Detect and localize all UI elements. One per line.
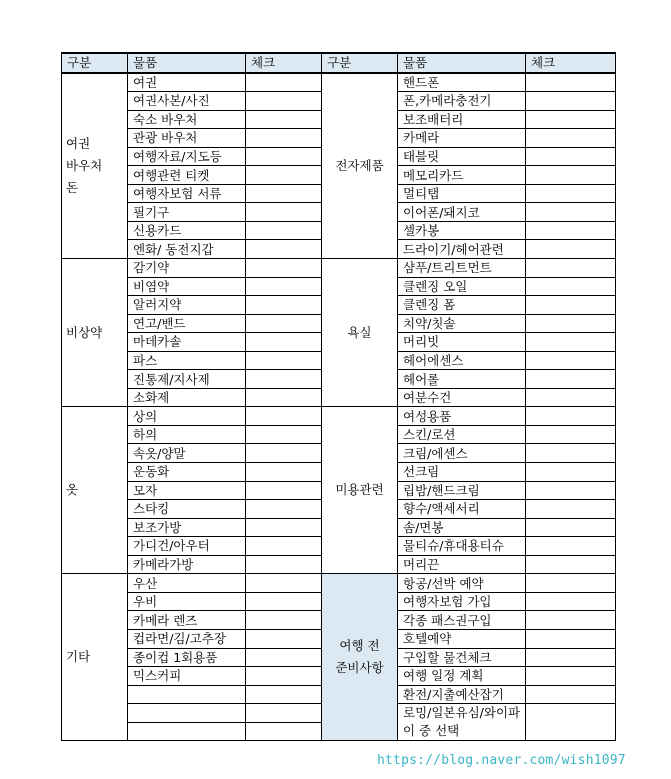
- check-cell-left[interactable]: [246, 537, 322, 556]
- item-cell-right: 폰,카메라충전기: [398, 92, 526, 111]
- item-cell-left: 숙소 바우처: [128, 110, 246, 129]
- check-cell-right[interactable]: [526, 500, 616, 519]
- check-cell-right[interactable]: [526, 92, 616, 111]
- check-cell-left[interactable]: [246, 129, 322, 148]
- item-cell-left: 신용카드: [128, 221, 246, 240]
- header-category-left: 구분: [62, 53, 128, 73]
- category-cell-right: 전자제품: [322, 73, 398, 259]
- check-cell-left[interactable]: [246, 685, 322, 704]
- item-cell-left: 카메라 렌즈: [128, 611, 246, 630]
- item-cell-right: 셀카봉: [398, 221, 526, 240]
- check-cell-right[interactable]: [526, 667, 616, 686]
- check-cell-left[interactable]: [246, 221, 322, 240]
- item-cell-left: 모자: [128, 481, 246, 500]
- check-cell-right[interactable]: [526, 296, 616, 315]
- item-cell-right: 호텔예약: [398, 629, 526, 648]
- item-cell-left: 여행자보험 서류: [128, 184, 246, 203]
- item-cell-left: 소화제: [128, 388, 246, 407]
- item-cell-left: 가디건/아우터: [128, 537, 246, 556]
- header-category-right: 구분: [322, 53, 398, 73]
- item-cell-right: 헤어롤: [398, 370, 526, 389]
- check-cell-left[interactable]: [246, 110, 322, 129]
- check-cell-right[interactable]: [526, 555, 616, 574]
- check-cell-left[interactable]: [246, 574, 322, 593]
- table-row: [62, 73, 616, 92]
- header-check-left: 체크: [246, 53, 322, 73]
- item-cell-right: 카메라: [398, 129, 526, 148]
- item-cell-left: 엔화/ 동전지갑: [128, 240, 246, 259]
- category-cell-right: 욕실: [322, 259, 398, 407]
- item-cell-left: 여권: [128, 73, 246, 92]
- item-cell-right: 로밍/일본유심/와이파이 중 선택: [398, 704, 526, 741]
- check-cell-right[interactable]: [526, 592, 616, 611]
- check-cell-left[interactable]: [246, 314, 322, 333]
- check-cell-left[interactable]: [246, 518, 322, 537]
- check-cell-right[interactable]: [526, 184, 616, 203]
- item-cell-left: 마데카솔: [128, 333, 246, 352]
- item-cell-right: 여분수건: [398, 388, 526, 407]
- check-cell-left[interactable]: [246, 388, 322, 407]
- item-cell-right: 여행자보험 가입: [398, 592, 526, 611]
- check-cell-left[interactable]: [246, 463, 322, 482]
- item-cell-right: 각종 패스권구입: [398, 611, 526, 630]
- item-cell-right: 머리빗: [398, 333, 526, 352]
- travel-checklist-table: [61, 52, 616, 741]
- item-cell-right: 헤어에센스: [398, 351, 526, 370]
- category-cell-left: 옷: [62, 407, 128, 574]
- check-cell-right[interactable]: [526, 277, 616, 296]
- item-cell-right: 치약/칫솔: [398, 314, 526, 333]
- item-cell-left: 파스: [128, 351, 246, 370]
- check-cell-right[interactable]: [526, 259, 616, 278]
- check-cell-right[interactable]: [526, 147, 616, 166]
- item-cell-right: 보조배터리: [398, 110, 526, 129]
- check-cell-right[interactable]: [526, 240, 616, 259]
- check-cell-right[interactable]: [526, 166, 616, 185]
- check-cell-left[interactable]: [246, 425, 322, 444]
- item-cell-left: [128, 685, 246, 704]
- item-cell-left: 여행관련 티켓: [128, 166, 246, 185]
- check-cell-right[interactable]: [526, 574, 616, 593]
- check-cell-right[interactable]: [526, 388, 616, 407]
- item-cell-right: 여행 일정 계획: [398, 667, 526, 686]
- category-cell-left: 비상약: [62, 259, 128, 407]
- header-item-left: 물품: [128, 53, 246, 73]
- check-cell-right[interactable]: [526, 351, 616, 370]
- blog-watermark: https://blog.naver.com/wish1097: [377, 753, 626, 768]
- item-cell-left: 진통제/지사제: [128, 370, 246, 389]
- check-cell-left[interactable]: [246, 481, 322, 500]
- check-cell-right[interactable]: [526, 518, 616, 537]
- item-cell-right: 항공/선박 예약: [398, 574, 526, 593]
- check-cell-left[interactable]: [246, 240, 322, 259]
- item-cell-left: 감기약: [128, 259, 246, 278]
- item-cell-right: 드라이기/헤어관련: [398, 240, 526, 259]
- check-cell-right[interactable]: [526, 611, 616, 630]
- item-cell-right: 메모리카드: [398, 166, 526, 185]
- check-cell-right[interactable]: [526, 129, 616, 148]
- check-cell-left[interactable]: [246, 277, 322, 296]
- check-cell-right[interactable]: [526, 333, 616, 352]
- check-cell-left[interactable]: [246, 629, 322, 648]
- item-cell-left: 우산: [128, 574, 246, 593]
- item-cell-left: 알러지약: [128, 296, 246, 315]
- check-cell-left[interactable]: [246, 147, 322, 166]
- check-cell-right[interactable]: [526, 110, 616, 129]
- item-cell-left: 관광 바우처: [128, 129, 246, 148]
- check-cell-left[interactable]: [246, 166, 322, 185]
- item-cell-right: 선크림: [398, 463, 526, 482]
- table-row: [62, 259, 616, 278]
- check-cell-left[interactable]: [246, 592, 322, 611]
- item-cell-left: 스타킹: [128, 500, 246, 519]
- check-cell-left[interactable]: [246, 333, 322, 352]
- item-cell-right: 크림/에센스: [398, 444, 526, 463]
- check-cell-right[interactable]: [526, 463, 616, 482]
- check-cell-right[interactable]: [526, 704, 616, 741]
- item-cell-left: 비염약: [128, 277, 246, 296]
- category-cell-left: 여권 바우처 돈: [62, 73, 128, 259]
- item-cell-left: 속옷/양말: [128, 444, 246, 463]
- item-cell-right: 이어폰/돼지코: [398, 203, 526, 222]
- check-cell-right[interactable]: [526, 425, 616, 444]
- item-cell-right: 멀티탭: [398, 184, 526, 203]
- item-cell-right: 물티슈/휴대용티슈: [398, 537, 526, 556]
- check-cell-left[interactable]: [246, 648, 322, 667]
- item-cell-left: 여권사본/사진: [128, 92, 246, 111]
- item-cell-right: 솜/면봉: [398, 518, 526, 537]
- check-cell-right[interactable]: [526, 648, 616, 667]
- item-cell-left: 보조가방: [128, 518, 246, 537]
- item-cell-right: 여성용품: [398, 407, 526, 426]
- header-check-right: 체크: [526, 53, 616, 73]
- item-cell-right: 핸드폰: [398, 73, 526, 92]
- item-cell-left: 믹스커피: [128, 667, 246, 686]
- check-cell-left[interactable]: [246, 667, 322, 686]
- item-cell-right: 샴푸/트리트먼트: [398, 259, 526, 278]
- item-cell-left: [128, 722, 246, 741]
- check-cell-right[interactable]: [526, 537, 616, 556]
- check-cell-right[interactable]: [526, 370, 616, 389]
- item-cell-left: 여행자료/지도등: [128, 147, 246, 166]
- check-cell-left[interactable]: [246, 500, 322, 519]
- item-cell-left: 상의: [128, 407, 246, 426]
- check-cell-left[interactable]: [246, 444, 322, 463]
- check-cell-left[interactable]: [246, 351, 322, 370]
- item-cell-right: 환전/지출예산잡기: [398, 685, 526, 704]
- check-cell-right[interactable]: [526, 685, 616, 704]
- item-cell-left: [128, 704, 246, 723]
- category-cell-right: 여행 전 준비사항: [322, 574, 398, 741]
- check-cell-left[interactable]: [246, 184, 322, 203]
- check-cell-right[interactable]: [526, 444, 616, 463]
- check-cell-left[interactable]: [246, 704, 322, 723]
- check-cell-right[interactable]: [526, 407, 616, 426]
- check-cell-right[interactable]: [526, 73, 616, 92]
- item-cell-left: 하의: [128, 425, 246, 444]
- item-cell-right: 태블릿: [398, 147, 526, 166]
- item-cell-right: 립밤/핸드크림: [398, 481, 526, 500]
- category-cell-right: 미용관련: [322, 407, 398, 574]
- header-item-right: 물품: [398, 53, 526, 73]
- check-cell-left[interactable]: [246, 555, 322, 574]
- category-cell-left: 기타: [62, 574, 128, 741]
- table-row: [62, 407, 616, 426]
- item-cell-left: 컵라면/김/고추장: [128, 629, 246, 648]
- item-cell-left: 필기구: [128, 203, 246, 222]
- item-cell-right: 클렌징 오일: [398, 277, 526, 296]
- item-cell-left: 우비: [128, 592, 246, 611]
- check-cell-left[interactable]: [246, 259, 322, 278]
- item-cell-right: 향수/액세서리: [398, 500, 526, 519]
- item-cell-left: 종이컵 1회용품: [128, 648, 246, 667]
- item-cell-left: 연고/밴드: [128, 314, 246, 333]
- item-cell-right: 머리끈: [398, 555, 526, 574]
- check-cell-right[interactable]: [526, 221, 616, 240]
- check-cell-left[interactable]: [246, 407, 322, 426]
- check-cell-left[interactable]: [246, 203, 322, 222]
- check-cell-right[interactable]: [526, 203, 616, 222]
- item-cell-right: 스킨/로션: [398, 425, 526, 444]
- table-row: [62, 574, 616, 593]
- check-cell-left[interactable]: [246, 370, 322, 389]
- item-cell-right: 구입할 물건체크: [398, 648, 526, 667]
- check-cell-right[interactable]: [526, 629, 616, 648]
- item-cell-left: 카메라가방: [128, 555, 246, 574]
- check-cell-left[interactable]: [246, 722, 322, 741]
- header-row: [62, 53, 616, 73]
- check-cell-right[interactable]: [526, 314, 616, 333]
- check-cell-left[interactable]: [246, 611, 322, 630]
- check-cell-left[interactable]: [246, 296, 322, 315]
- check-cell-right[interactable]: [526, 481, 616, 500]
- item-cell-right: 클렌징 폼: [398, 296, 526, 315]
- check-cell-left[interactable]: [246, 73, 322, 92]
- check-cell-left[interactable]: [246, 92, 322, 111]
- item-cell-left: 운동화: [128, 463, 246, 482]
